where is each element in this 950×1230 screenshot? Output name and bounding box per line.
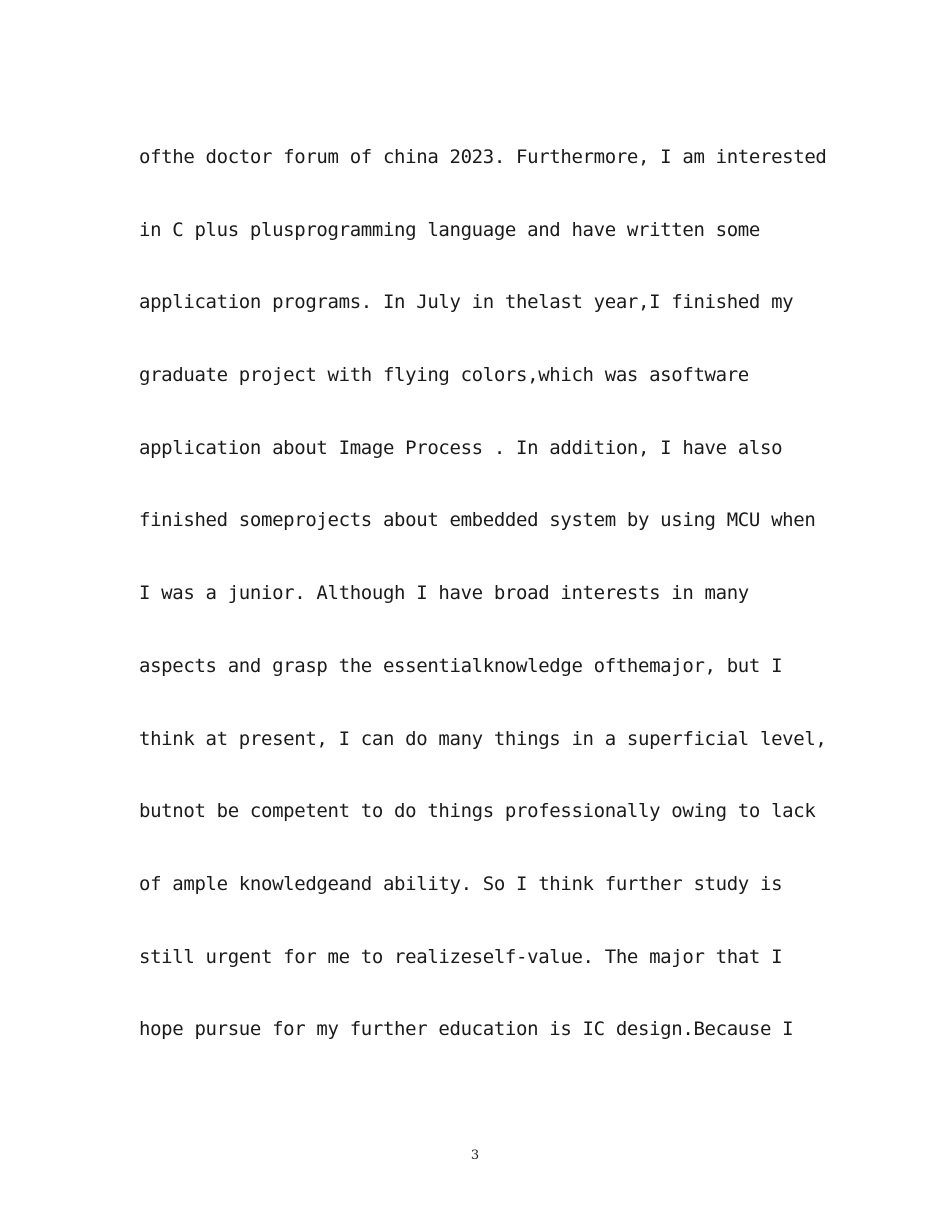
text-line: hope pursue for my further education is IC design.Because I xyxy=(139,1018,794,1041)
text-line: still urgent for me to realizeself-value. The major that I xyxy=(139,945,783,968)
text-line: butnot be competent to do things professionally owing to lack xyxy=(139,800,816,823)
text-line: think at present, I can do many things in a superficial level, xyxy=(139,727,827,750)
text-line: ofthe doctor forum of china 2023. Furthermore, I am interested xyxy=(139,146,827,168)
text-line: in C plus plusprogramming language and have written some xyxy=(139,218,760,241)
text-line: I was a junior. Although I have broad interests in many xyxy=(139,582,749,605)
text-line: of ample knowledgeand ability. So I think further study is xyxy=(139,872,783,895)
text-line: application about Image Process . In addition, I have also xyxy=(139,436,783,459)
page-number: 3 xyxy=(470,1148,480,1163)
text-line: finished someprojects about embedded system by using MCU when xyxy=(139,509,816,532)
text-line: application programs. In July in thelast year,I finished my xyxy=(139,291,794,314)
body-text xyxy=(139,140,829,1085)
text-line: graduate project with flying colors,which was asoftware xyxy=(139,364,749,387)
text-line: aspects and grasp the essentialknowledge ofthemajor, but I xyxy=(139,654,783,677)
